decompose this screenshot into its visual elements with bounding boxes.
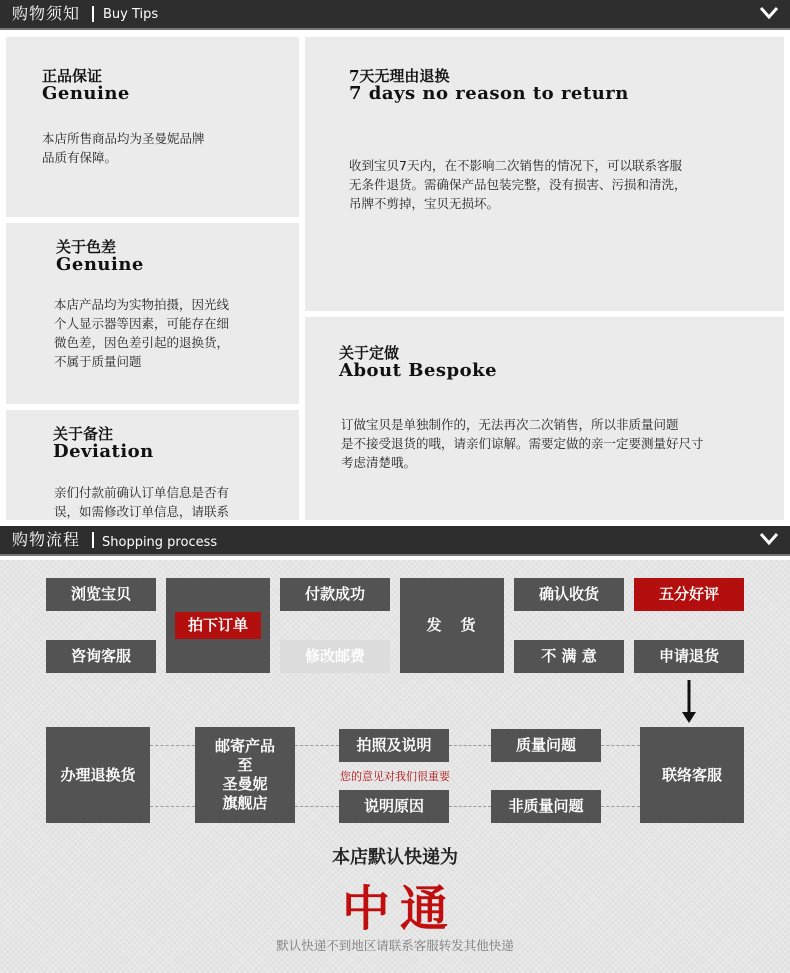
- step-apply-return: 申请退货: [634, 640, 744, 673]
- remark-card: [6, 410, 299, 520]
- step-unsatisfied: 不 满 意: [514, 640, 624, 673]
- courier-name: 中通: [341, 881, 458, 937]
- return-text: 收到宝贝7天内，在不影响二次销售的情况下，可以联系客服 无条件退货。需确保产品包装完整，没有损害、污损和清洗， 吊牌不剪掉，宝贝无损坏。: [349, 158, 687, 211]
- step-paid: 付款成功: [280, 578, 390, 611]
- step-handle-exchange: 办理退换货: [46, 727, 150, 823]
- remark-title-en: Deviation: [53, 441, 154, 462]
- chevron-down-icon[interactable]: [758, 530, 780, 550]
- remark-title-zh: 关于备注: [53, 425, 114, 443]
- bespoke-text: 订做宝贝是单独制作的，无法再次二次销售，所以非质量问题 是不接受退货的哦，请亲们谅解。需要定做的亲一定要测量好尺寸 考虑清楚哦。: [341, 417, 704, 470]
- opinion-note: 您的意见对我们很重要: [340, 770, 450, 783]
- connector-line: [601, 806, 640, 807]
- process-title-zh: 购物流程: [12, 530, 81, 549]
- bespoke-card: [305, 317, 784, 520]
- buy-tips-header: [0, 0, 790, 30]
- bespoke-title-en: About Bespoke: [339, 360, 498, 381]
- step-mail-product: 邮寄产品 至 圣曼妮 旗舰店: [195, 727, 295, 823]
- step-contact-cs: 联络客服: [640, 727, 744, 823]
- return-title-zh: 7天无理由退换: [349, 67, 450, 85]
- buy-tips-title-en: Buy Tips: [103, 7, 159, 22]
- color-title-zh: 关于色差: [56, 238, 117, 256]
- header-divider: [92, 532, 94, 548]
- connector-line: [295, 806, 339, 807]
- return-title-en: 7 days no reason to return: [349, 83, 629, 104]
- process-title-en: Shopping process: [102, 535, 218, 550]
- arrow-down-icon: [681, 680, 697, 724]
- step-place-order: 拍下订单: [175, 612, 261, 639]
- genuine-card: [6, 37, 299, 217]
- step-five-star: 五分好评: [634, 578, 744, 611]
- color-text: 本店产品均为实物拍摄，因光线 个人显示器等因素，可能存在细 微色差，因色差引起的退换货， 不属于质量问题: [54, 297, 230, 369]
- connector-line: [449, 745, 491, 746]
- connector-line: [601, 745, 640, 746]
- bespoke-title-zh: 关于定做: [339, 344, 400, 362]
- connector-line: [295, 745, 339, 746]
- step-ship: 发 货: [400, 578, 504, 673]
- genuine-title-en: Genuine: [42, 83, 130, 104]
- connector-line: [150, 745, 195, 746]
- shopping-process-header: [0, 526, 790, 556]
- step-explain-reason: 说明原因: [339, 790, 449, 823]
- remark-text: 亲们付款前确认订单信息是否有 误，如需修改订单信息，请联系: [54, 485, 230, 519]
- buy-tips-title-zh: 购物须知: [12, 4, 81, 23]
- default-courier-title: 本店默认快递为: [332, 847, 458, 868]
- header-divider: [92, 6, 94, 22]
- genuine-title-zh: 正品保证: [42, 67, 103, 85]
- step-photo-explain: 拍照及说明: [339, 729, 449, 762]
- step-confirm-receipt: 确认收货: [514, 578, 624, 611]
- genuine-text: 本店所售商品均为圣曼妮品牌 品质有保障。: [42, 131, 205, 165]
- step-quality-issue: 质量问题: [491, 729, 601, 762]
- return-7days-card: [305, 37, 784, 311]
- step-non-quality-issue: 非质量问题: [491, 790, 601, 823]
- connector-line: [150, 806, 195, 807]
- step-modify-postage: 修改邮费: [280, 640, 390, 673]
- color-difference-card: [6, 223, 299, 404]
- connector-line: [449, 806, 491, 807]
- courier-footer-note: 默认快递不到地区请联系客服转发其他快递: [276, 938, 514, 953]
- step-browse: 浏览宝贝: [46, 578, 156, 611]
- step-consult: 咨询客服: [46, 640, 156, 673]
- chevron-down-icon[interactable]: [758, 4, 780, 24]
- color-title-en: Genuine: [56, 254, 144, 275]
